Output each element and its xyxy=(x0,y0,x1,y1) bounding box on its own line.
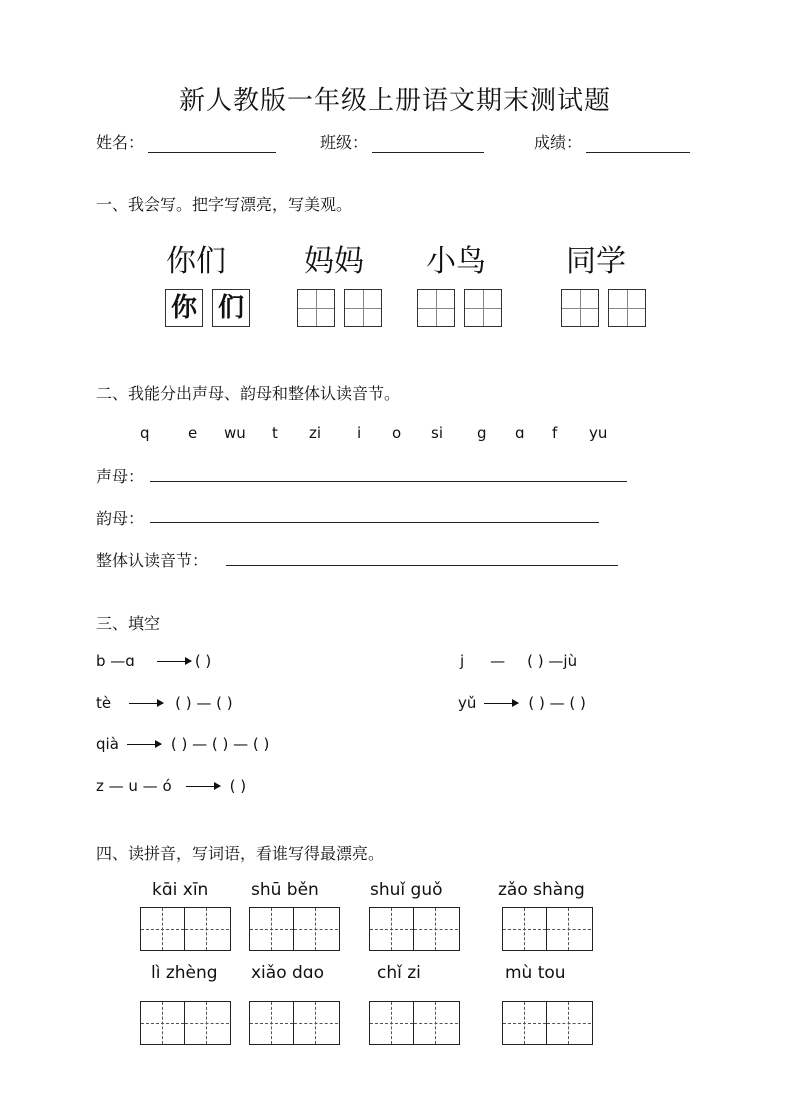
writing-box[interactable] xyxy=(464,289,502,327)
fill-row-4-left xyxy=(96,777,246,795)
tianzige-grid[interactable] xyxy=(502,907,593,951)
name-field[interactable] xyxy=(96,130,276,153)
pinyin-word: lì zhèng xyxy=(151,963,218,983)
yunmu-label: 韵母： xyxy=(96,509,145,528)
class-blank[interactable] xyxy=(372,138,484,153)
fill-blank[interactable]: ( ) — ( ) — ( ) xyxy=(170,735,270,753)
tianzige-grid[interactable] xyxy=(140,907,231,951)
syllable: ɑ xyxy=(515,424,525,442)
class-field[interactable] xyxy=(320,130,484,153)
syllable: t xyxy=(272,424,278,442)
arrow-icon xyxy=(129,703,163,704)
tianzige-grid[interactable] xyxy=(502,1001,593,1045)
dash: — xyxy=(490,652,506,670)
fill-prompt: tè xyxy=(96,694,112,712)
arrow-icon xyxy=(127,744,161,745)
arrow-icon xyxy=(484,703,518,704)
syllable: o xyxy=(392,424,402,442)
word-3: 小鸟 xyxy=(426,244,486,279)
tianzige-grid[interactable] xyxy=(140,1001,231,1045)
name-label: 姓名： xyxy=(96,133,145,152)
fill-row-2-right xyxy=(458,694,586,712)
fill-blank[interactable]: ( ) xyxy=(194,652,212,670)
shengmu-label: 声母： xyxy=(96,467,145,486)
pinyin-word: mù tou xyxy=(505,963,566,983)
syllable: e xyxy=(188,424,198,442)
syllable: f xyxy=(552,424,558,442)
class-label: 班级： xyxy=(320,133,369,152)
syllable: q xyxy=(140,424,150,442)
syllable: zi xyxy=(309,424,322,442)
arrow-icon xyxy=(186,786,220,787)
section1-heading: 一、我会写。把字写漂亮，写美观。 xyxy=(96,195,353,214)
pinyin-word: zǎo shàng xyxy=(498,880,585,900)
pinyin-word: kɑ̄i xīn xyxy=(152,880,209,900)
fill-prompt: b —ɑ xyxy=(96,652,135,670)
section2-heading: 二、我能分出声母、韵母和整体认读音节。 xyxy=(96,384,401,403)
fill-row-1-left xyxy=(96,652,211,670)
writing-box[interactable] xyxy=(561,289,599,327)
pinyin-word: xiǎo dɑo xyxy=(251,963,324,983)
pinyin-word: chǐ zi xyxy=(377,963,421,983)
word-2: 妈妈 xyxy=(304,244,364,279)
fill-prompt: qià xyxy=(96,735,119,753)
fill-prompt: z — u — ó xyxy=(96,777,172,795)
syllable: yu xyxy=(589,424,608,442)
arrow-icon xyxy=(157,661,191,662)
score-field[interactable] xyxy=(534,130,690,153)
syllable: si xyxy=(431,424,443,442)
filled-box-2: 们 xyxy=(212,289,250,327)
fill-blank[interactable]: ( ) xyxy=(229,777,247,795)
fill-blank[interactable]: ( ) — ( ) xyxy=(528,694,586,712)
tianzige-grid[interactable] xyxy=(369,907,460,951)
tianzige-grid[interactable] xyxy=(249,907,340,951)
fill-prompt: j xyxy=(460,652,465,670)
fill-blank[interactable]: ( ) — ( ) xyxy=(175,694,233,712)
tianzige-grid[interactable] xyxy=(369,1001,460,1045)
writing-box[interactable] xyxy=(344,289,382,327)
writing-box[interactable] xyxy=(297,289,335,327)
yunmu-answer-line[interactable] xyxy=(150,522,599,523)
fill-row-2-left xyxy=(96,694,233,712)
section3-heading: 三、填空 xyxy=(96,614,161,633)
shengmu-answer-line[interactable] xyxy=(150,481,627,482)
zhengti-label: 整体认读音节： xyxy=(96,551,209,570)
word-4: 同学 xyxy=(566,244,626,279)
fill-row-1-right xyxy=(460,652,577,670)
writing-box[interactable] xyxy=(608,289,646,327)
score-blank[interactable] xyxy=(586,138,690,153)
filled-box-1: 你 xyxy=(165,289,203,327)
syllable: g xyxy=(477,424,487,442)
section4-heading: 四、读拼音，写词语，看谁写得最漂亮。 xyxy=(96,844,385,863)
page-title: 新人教版一年级上册语文期末测试题 xyxy=(178,86,611,116)
pinyin-word: shū běn xyxy=(251,880,319,900)
fill-blank[interactable]: ( ) —jù xyxy=(527,652,578,670)
score-label: 成绩： xyxy=(534,133,583,152)
fill-prompt: yǔ xyxy=(458,694,477,712)
fill-row-3-left xyxy=(96,735,269,753)
tianzige-grid[interactable] xyxy=(249,1001,340,1045)
name-blank[interactable] xyxy=(148,138,276,153)
word-1: 你们 xyxy=(166,244,226,279)
syllable: wu xyxy=(224,424,246,442)
syllable: i xyxy=(357,424,362,442)
zhengti-answer-line[interactable] xyxy=(226,565,618,566)
writing-box[interactable] xyxy=(417,289,455,327)
pinyin-word: shuǐ guǒ xyxy=(370,880,443,900)
